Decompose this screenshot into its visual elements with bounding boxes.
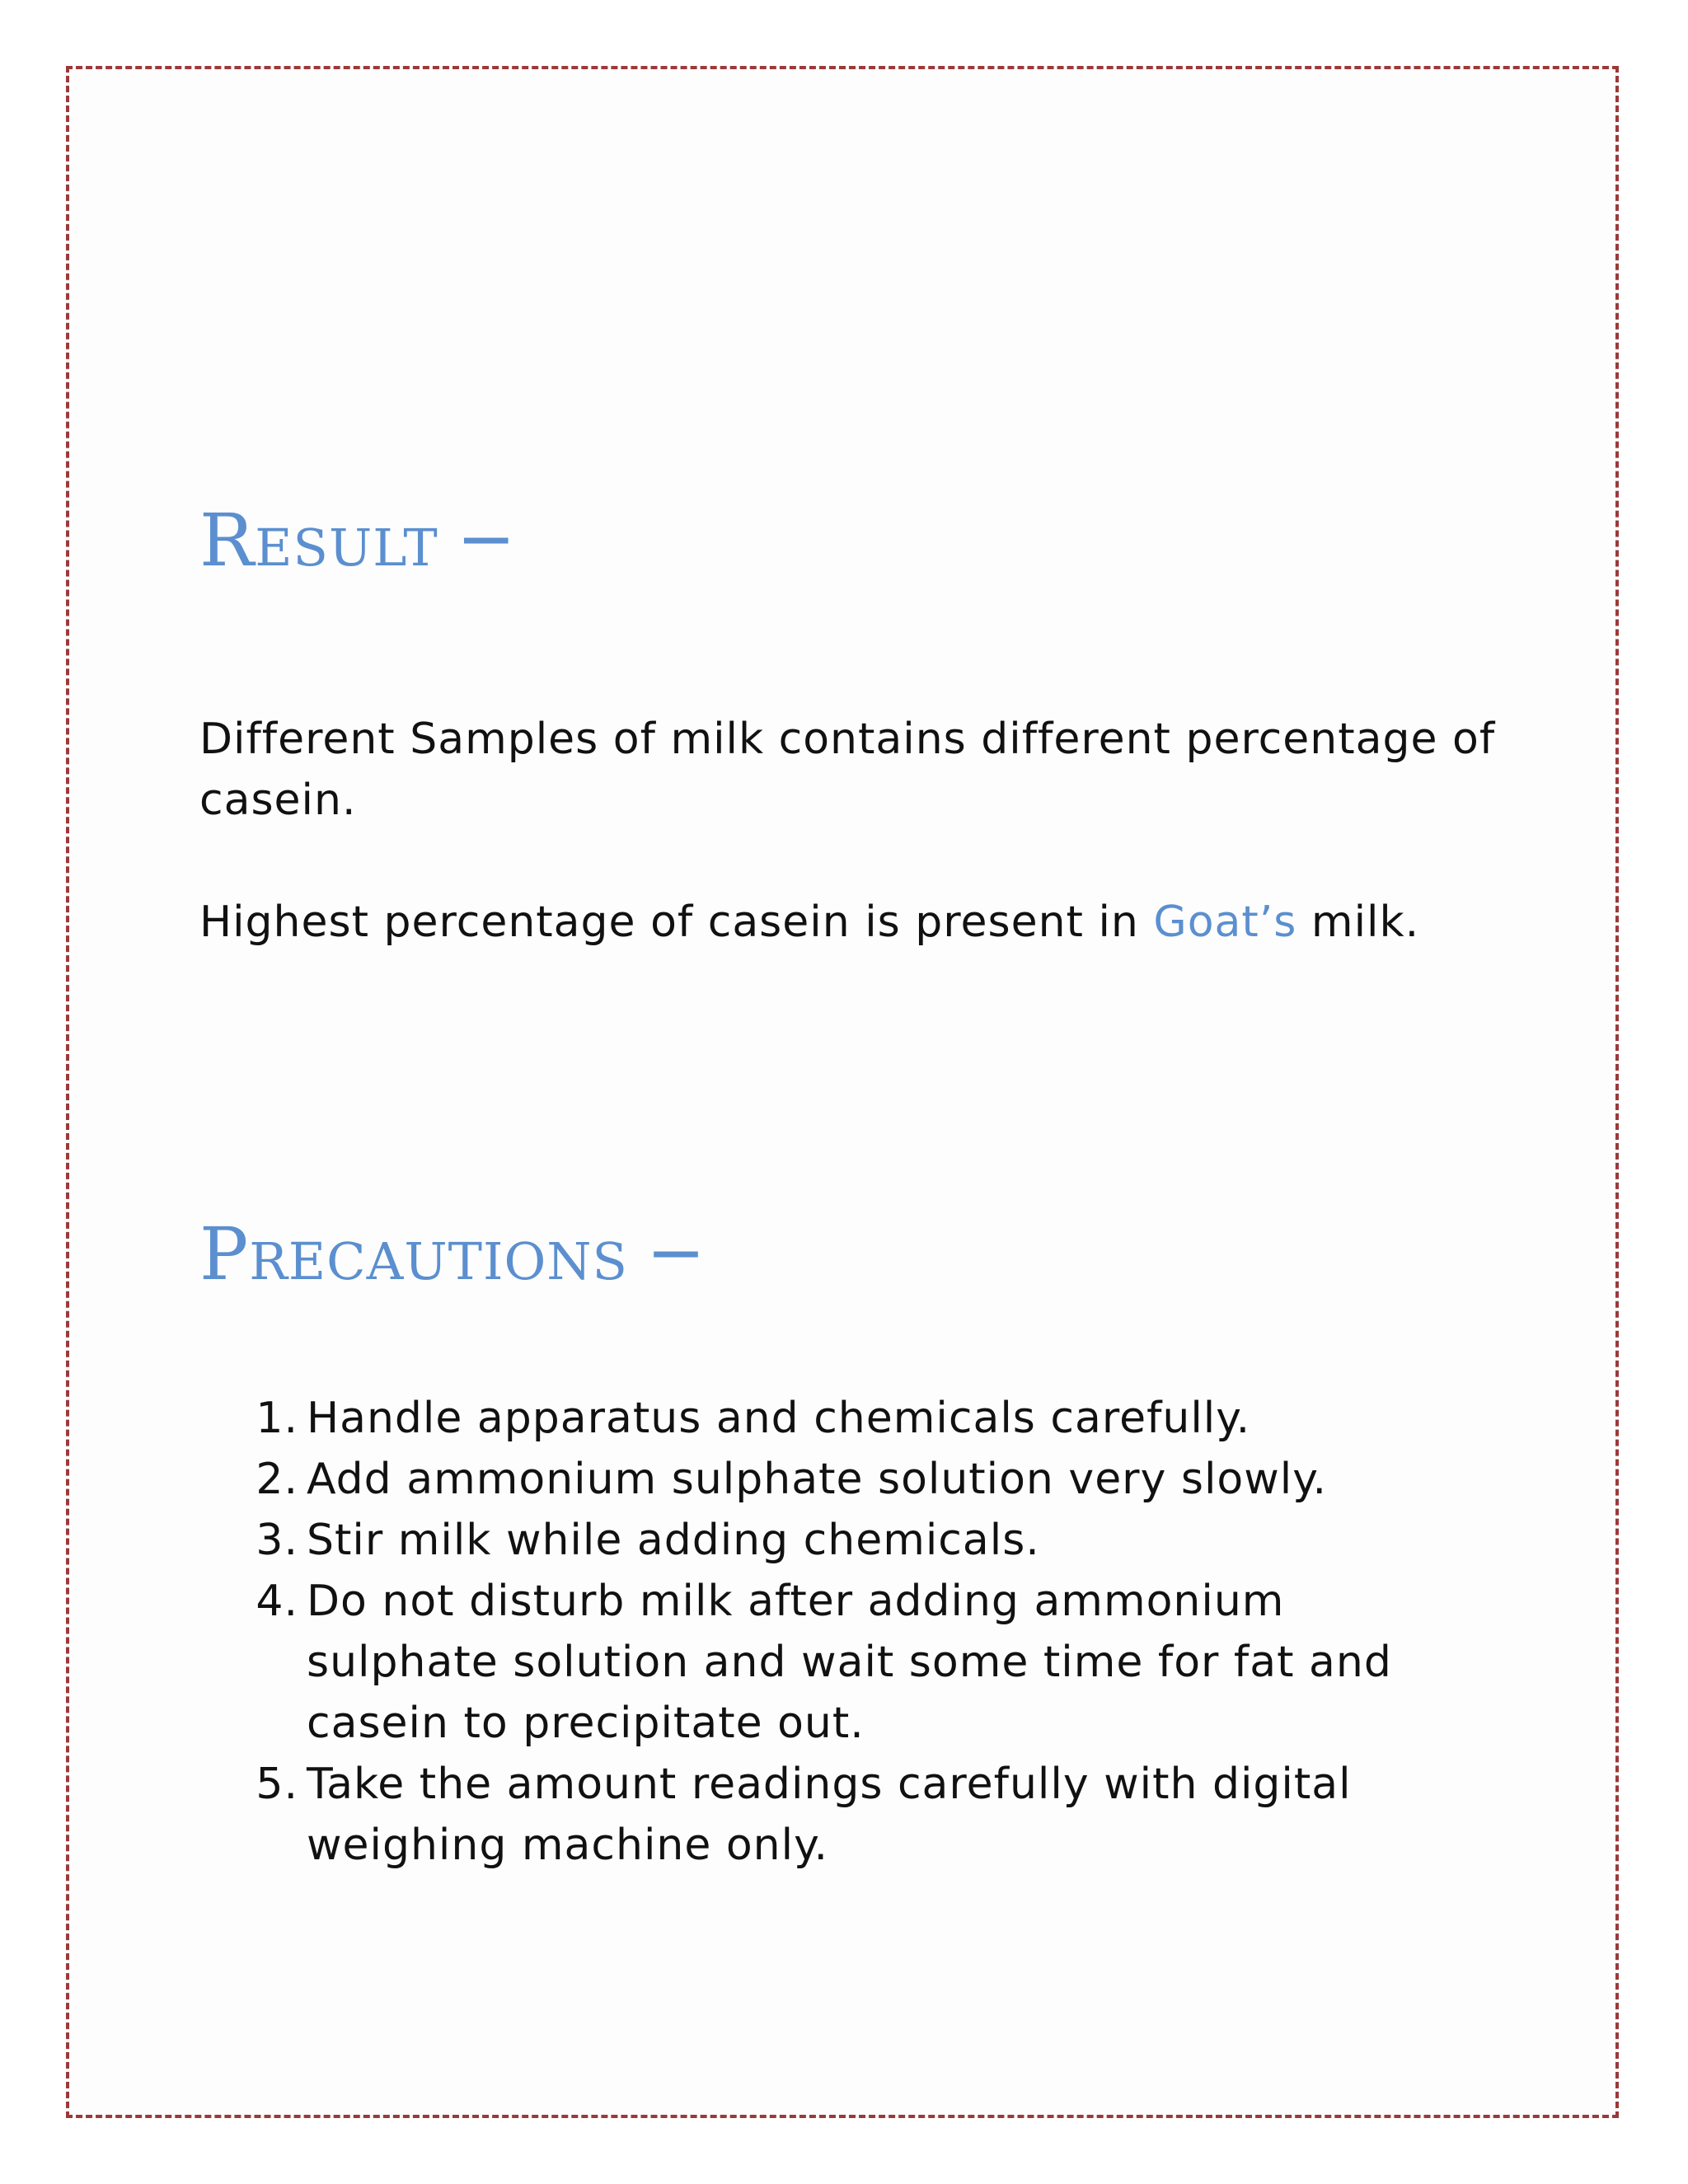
precaution-number: 2. — [256, 1455, 298, 1504]
precautions-heading-text: Precautions — [199, 1212, 629, 1296]
precaution-number: 4. — [256, 1577, 298, 1626]
result-paragraph-1: Different Samples of milk contains different percentage of casein. — [199, 715, 1496, 825]
result-heading-dash: — — [461, 509, 512, 566]
precaution-item — [199, 1388, 1485, 1449]
precaution-number: 1. — [256, 1394, 298, 1443]
precaution-text: Handle apparatus and chemicals carefully. — [307, 1394, 1251, 1443]
precaution-item — [199, 1510, 1485, 1571]
result-paragraph-2 — [199, 892, 1535, 953]
precaution-text: Add ammonium sulphate solution very slowly. — [307, 1455, 1328, 1504]
result-heading-text: Result — [199, 498, 438, 583]
precaution-text: Do not disturb milk after adding ammonium sulphate solution and wait some time for fat and casein to precipitate out. — [307, 1577, 1392, 1748]
precaution-item — [199, 1571, 1485, 1754]
precaution-text: Stir milk while adding chemicals. — [307, 1516, 1040, 1565]
precaution-number: 3. — [256, 1516, 298, 1565]
precautions-heading — [199, 1212, 702, 1296]
precaution-text: Take the amount readings carefully with digital weighing machine only. — [307, 1760, 1352, 1870]
precautions-list — [199, 1388, 1485, 1876]
goats-highlight: Goat’s — [1153, 898, 1297, 947]
precaution-number: 5. — [256, 1760, 298, 1809]
precaution-item — [199, 1754, 1485, 1876]
result-paragraph-2-before: Highest percentage of casein is present in — [199, 898, 1154, 947]
result-heading — [199, 498, 512, 583]
precaution-item — [199, 1449, 1485, 1510]
precautions-heading-dash: — — [651, 1222, 702, 1280]
result-paragraph-2-after: milk. — [1296, 898, 1420, 947]
